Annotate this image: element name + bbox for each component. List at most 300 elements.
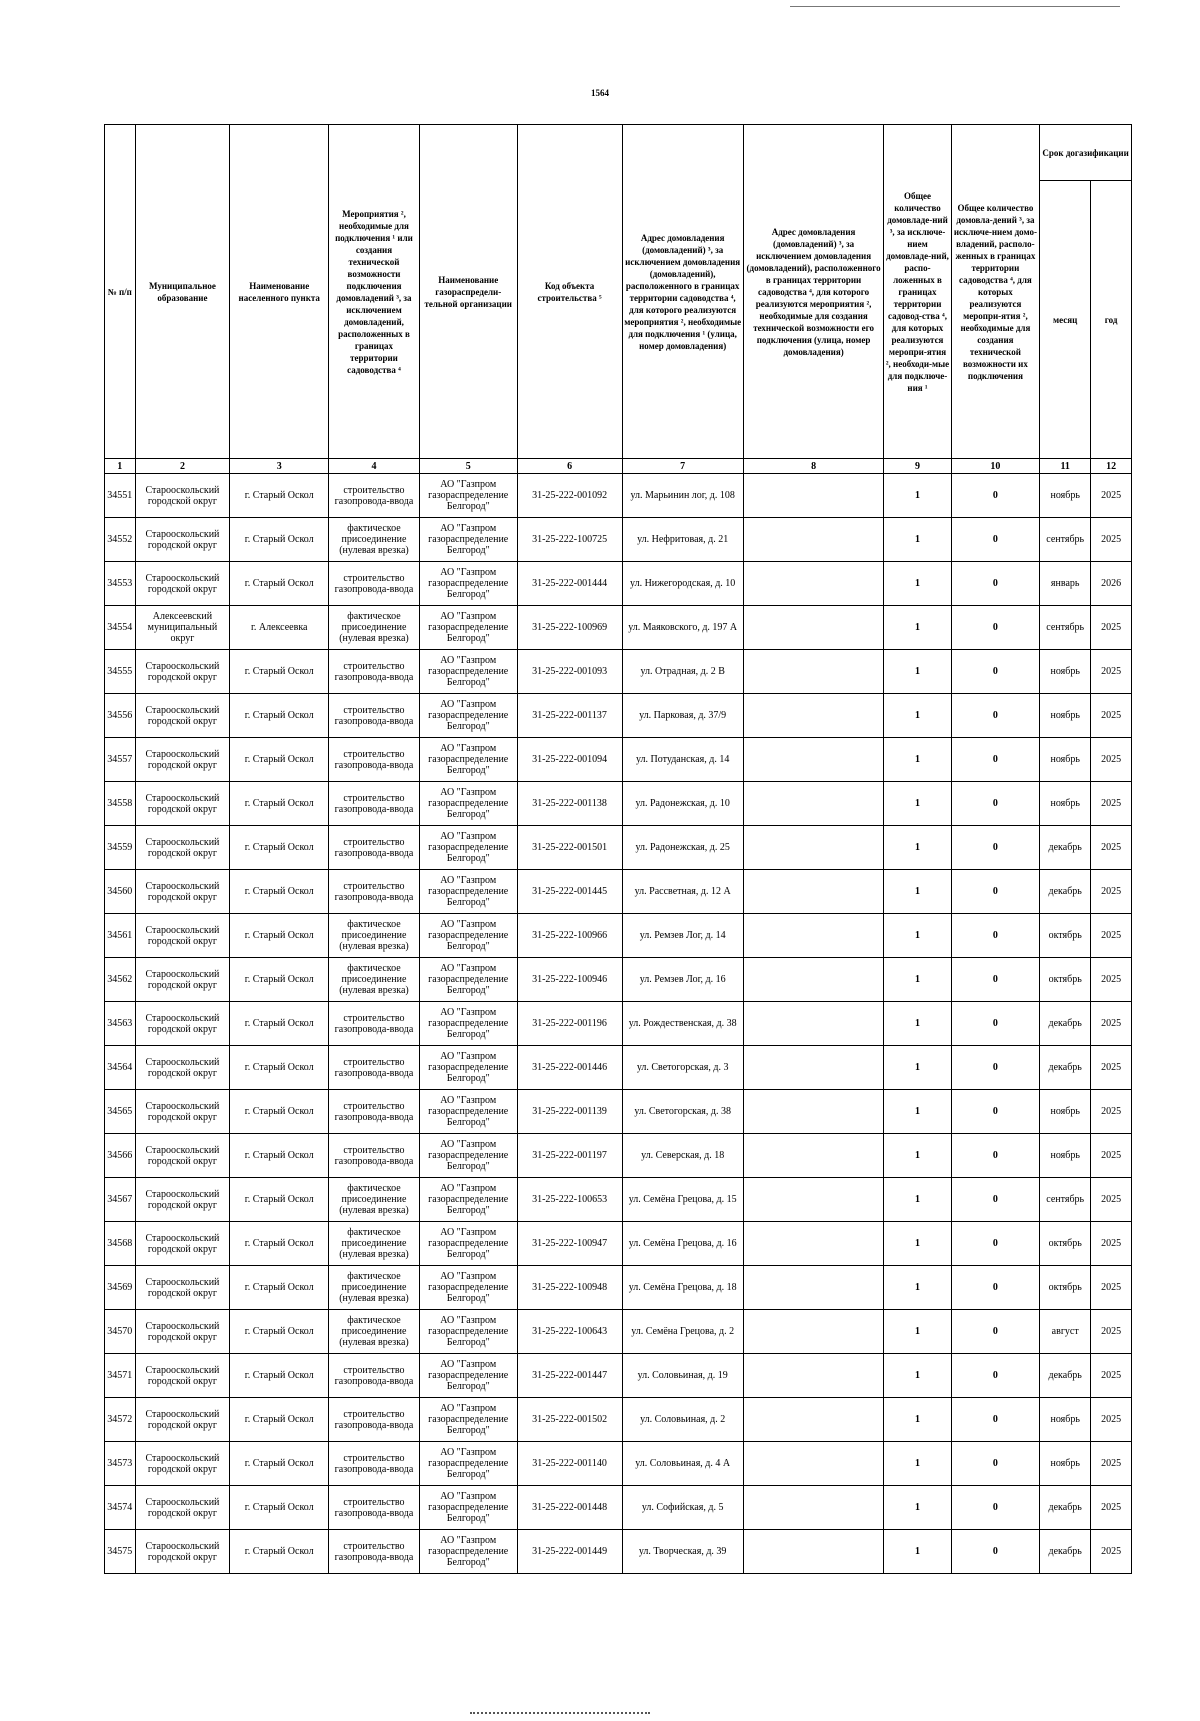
municipality: Старооскольский городской округ — [135, 782, 230, 826]
address-connection: ул. Семёна Грецова, д. 15 — [622, 1178, 743, 1222]
count-connection: 1 — [884, 1442, 951, 1486]
object-code: 31-25-222-001137 — [517, 694, 622, 738]
measure: фактическое присоединение (нулевая врезка) — [329, 914, 420, 958]
measure: строительство газопровода-ввода — [329, 782, 420, 826]
count-technical: 0 — [951, 518, 1040, 562]
object-code: 31-25-222-100969 — [517, 606, 622, 650]
row-number: 34562 — [105, 958, 136, 1002]
settlement: г. Старый Оскол — [230, 1442, 329, 1486]
address-technical — [743, 650, 884, 694]
address-technical — [743, 1222, 884, 1266]
deadline-year: 2025 — [1091, 1398, 1132, 1442]
count-technical: 0 — [951, 1222, 1040, 1266]
deadline-month: октябрь — [1040, 914, 1091, 958]
count-connection: 1 — [884, 826, 951, 870]
settlement: г. Старый Оскол — [230, 1178, 329, 1222]
address-connection: ул. Ремзев Лог, д. 14 — [622, 914, 743, 958]
measure: фактическое присоединение (нулевая врезка) — [329, 1266, 420, 1310]
row-number: 34570 — [105, 1310, 136, 1354]
municipality: Старооскольский городской округ — [135, 826, 230, 870]
row-number: 34551 — [105, 474, 136, 518]
address-connection: ул. Соловьиная, д. 4 А — [622, 1442, 743, 1486]
settlement: г. Старый Оскол — [230, 1310, 329, 1354]
measure: строительство газопровода-ввода — [329, 1002, 420, 1046]
address-technical — [743, 1046, 884, 1090]
table-body — [105, 459, 1132, 1574]
deadline-year: 2025 — [1091, 870, 1132, 914]
address-connection: ул. Марьинин лог, д. 108 — [622, 474, 743, 518]
gas-organization: АО "Газпром газораспределение Белгород" — [419, 1178, 517, 1222]
deadline-year: 2025 — [1091, 782, 1132, 826]
table-row — [105, 826, 1132, 870]
gasification-table — [104, 124, 1132, 1574]
object-code: 31-25-222-001502 — [517, 1398, 622, 1442]
row-number: 34563 — [105, 1002, 136, 1046]
deadline-month: сентябрь — [1040, 1178, 1091, 1222]
settlement: г. Алексеевка — [230, 606, 329, 650]
deadline-month: октябрь — [1040, 1222, 1091, 1266]
table-row — [105, 1134, 1132, 1178]
object-code: 31-25-222-100946 — [517, 958, 622, 1002]
column-number: 10 — [951, 459, 1040, 474]
object-code: 31-25-222-100966 — [517, 914, 622, 958]
object-code: 31-25-222-001446 — [517, 1046, 622, 1090]
address-technical — [743, 1090, 884, 1134]
row-number: 34574 — [105, 1486, 136, 1530]
count-connection: 1 — [884, 1002, 951, 1046]
count-connection: 1 — [884, 1398, 951, 1442]
count-connection: 1 — [884, 650, 951, 694]
row-number: 34557 — [105, 738, 136, 782]
address-connection: ул. Нефритовая, д. 21 — [622, 518, 743, 562]
municipality: Старооскольский городской округ — [135, 694, 230, 738]
count-connection: 1 — [884, 738, 951, 782]
header-gas-organization: Наименование газораспредели-тельной организации — [419, 125, 517, 459]
address-technical — [743, 606, 884, 650]
municipality: Старооскольский городской округ — [135, 1398, 230, 1442]
count-connection: 1 — [884, 1222, 951, 1266]
address-technical — [743, 826, 884, 870]
object-code: 31-25-222-001092 — [517, 474, 622, 518]
municipality: Старооскольский городской округ — [135, 1486, 230, 1530]
measure: фактическое присоединение (нулевая врезка) — [329, 1222, 420, 1266]
address-technical — [743, 782, 884, 826]
table-row — [105, 870, 1132, 914]
gas-organization: АО "Газпром газораспределение Белгород" — [419, 1266, 517, 1310]
table-row — [105, 1266, 1132, 1310]
address-connection: ул. Ремзев Лог, д. 16 — [622, 958, 743, 1002]
table-row — [105, 474, 1132, 518]
address-technical — [743, 1310, 884, 1354]
table-row — [105, 1442, 1132, 1486]
table-row — [105, 958, 1132, 1002]
deadline-year: 2026 — [1091, 562, 1132, 606]
row-number: 34554 — [105, 606, 136, 650]
address-connection: ул. Отрадная, д. 2 В — [622, 650, 743, 694]
column-number: 12 — [1091, 459, 1132, 474]
count-technical: 0 — [951, 1486, 1040, 1530]
municipality: Старооскольский городской округ — [135, 1002, 230, 1046]
gas-organization: АО "Газпром газораспределение Белгород" — [419, 1222, 517, 1266]
count-technical: 0 — [951, 958, 1040, 1002]
address-technical — [743, 1354, 884, 1398]
deadline-year: 2025 — [1091, 1266, 1132, 1310]
table-row — [105, 1046, 1132, 1090]
table-row — [105, 1178, 1132, 1222]
gas-organization: АО "Газпром газораспределение Белгород" — [419, 1134, 517, 1178]
settlement: г. Старый Оскол — [230, 1222, 329, 1266]
address-technical — [743, 1134, 884, 1178]
measure: фактическое присоединение (нулевая врезка) — [329, 1178, 420, 1222]
count-technical: 0 — [951, 474, 1040, 518]
table-row — [105, 518, 1132, 562]
object-code: 31-25-222-001501 — [517, 826, 622, 870]
column-number: 3 — [230, 459, 329, 474]
deadline-year: 2025 — [1091, 1310, 1132, 1354]
header-month: месяц — [1040, 181, 1091, 459]
count-technical: 0 — [951, 1178, 1040, 1222]
address-technical — [743, 914, 884, 958]
gas-organization: АО "Газпром газораспределение Белгород" — [419, 474, 517, 518]
deadline-year: 2025 — [1091, 1002, 1132, 1046]
deadline-month: декабрь — [1040, 1530, 1091, 1574]
measure: фактическое присоединение (нулевая врезка) — [329, 518, 420, 562]
municipality: Старооскольский городской округ — [135, 738, 230, 782]
deadline-year: 2025 — [1091, 1090, 1132, 1134]
address-connection: ул. Творческая, д. 39 — [622, 1530, 743, 1574]
count-connection: 1 — [884, 1530, 951, 1574]
measure: строительство газопровода-ввода — [329, 1134, 420, 1178]
deadline-month: ноябрь — [1040, 1398, 1091, 1442]
deadline-year: 2025 — [1091, 914, 1132, 958]
deadline-month: декабрь — [1040, 1046, 1091, 1090]
header-address-technical: Адрес домовладения (домовладений) ³, за исключением домовладения (домовладений), расположенного в границах территории садоводства ⁴, для которого реализуются мероприятия ², необходимые для создания технической возможности его подключения (улица, номер домовладения) — [743, 125, 884, 459]
count-technical: 0 — [951, 738, 1040, 782]
column-number: 11 — [1040, 459, 1091, 474]
count-technical: 0 — [951, 870, 1040, 914]
settlement: г. Старый Оскол — [230, 782, 329, 826]
count-technical: 0 — [951, 1354, 1040, 1398]
row-number: 34560 — [105, 870, 136, 914]
count-technical: 0 — [951, 694, 1040, 738]
settlement: г. Старый Оскол — [230, 958, 329, 1002]
address-connection: ул. Рождественская, д. 38 — [622, 1002, 743, 1046]
count-connection: 1 — [884, 518, 951, 562]
address-connection: ул. Нижегородская, д. 10 — [622, 562, 743, 606]
municipality: Старооскольский городской округ — [135, 650, 230, 694]
measure: строительство газопровода-ввода — [329, 738, 420, 782]
object-code: 31-25-222-001447 — [517, 1354, 622, 1398]
count-technical: 0 — [951, 1398, 1040, 1442]
deadline-year: 2025 — [1091, 738, 1132, 782]
gas-organization: АО "Газпром газораспределение Белгород" — [419, 606, 517, 650]
address-technical — [743, 1002, 884, 1046]
count-technical: 0 — [951, 606, 1040, 650]
count-technical: 0 — [951, 562, 1040, 606]
row-number: 34571 — [105, 1354, 136, 1398]
settlement: г. Старый Оскол — [230, 1486, 329, 1530]
deadline-month: декабрь — [1040, 1354, 1091, 1398]
measure: строительство газопровода-ввода — [329, 694, 420, 738]
deadline-month: ноябрь — [1040, 1442, 1091, 1486]
deadline-year: 2025 — [1091, 1178, 1132, 1222]
municipality: Старооскольский городской округ — [135, 518, 230, 562]
count-technical: 0 — [951, 1134, 1040, 1178]
deadline-year: 2025 — [1091, 1046, 1132, 1090]
deadline-month: ноябрь — [1040, 1090, 1091, 1134]
gas-organization: АО "Газпром газораспределение Белгород" — [419, 782, 517, 826]
row-number: 34553 — [105, 562, 136, 606]
count-technical: 0 — [951, 1442, 1040, 1486]
deadline-month: октябрь — [1040, 1266, 1091, 1310]
municipality: Старооскольский городской округ — [135, 1530, 230, 1574]
deadline-year: 2025 — [1091, 958, 1132, 1002]
object-code: 31-25-222-100947 — [517, 1222, 622, 1266]
address-connection: ул. Соловьиная, д. 19 — [622, 1354, 743, 1398]
object-code: 31-25-222-001449 — [517, 1530, 622, 1574]
measure: фактическое присоединение (нулевая врезка) — [329, 1310, 420, 1354]
municipality: Старооскольский городской округ — [135, 958, 230, 1002]
count-technical: 0 — [951, 1002, 1040, 1046]
settlement: г. Старый Оскол — [230, 1398, 329, 1442]
address-technical — [743, 1530, 884, 1574]
address-technical — [743, 870, 884, 914]
municipality: Старооскольский городской округ — [135, 1354, 230, 1398]
column-number: 7 — [622, 459, 743, 474]
object-code: 31-25-222-100725 — [517, 518, 622, 562]
column-number: 1 — [105, 459, 136, 474]
deadline-year: 2025 — [1091, 1354, 1132, 1398]
settlement: г. Старый Оскол — [230, 562, 329, 606]
municipality: Старооскольский городской округ — [135, 1266, 230, 1310]
address-connection: ул. Радонежская, д. 10 — [622, 782, 743, 826]
gas-organization: АО "Газпром газораспределение Белгород" — [419, 1310, 517, 1354]
object-code: 31-25-222-100643 — [517, 1310, 622, 1354]
measure: строительство газопровода-ввода — [329, 826, 420, 870]
count-technical: 0 — [951, 782, 1040, 826]
object-code: 31-25-222-100653 — [517, 1178, 622, 1222]
municipality: Старооскольский городской округ — [135, 914, 230, 958]
scan-artifact — [470, 1712, 650, 1718]
address-connection: ул. Северская, д. 18 — [622, 1134, 743, 1178]
deadline-month: октябрь — [1040, 958, 1091, 1002]
settlement: г. Старый Оскол — [230, 1354, 329, 1398]
address-technical — [743, 474, 884, 518]
settlement: г. Старый Оскол — [230, 1530, 329, 1574]
settlement: г. Старый Оскол — [230, 1046, 329, 1090]
count-connection: 1 — [884, 914, 951, 958]
header-settlement: Наименование населенного пункта — [230, 125, 329, 459]
municipality: Старооскольский городской округ — [135, 562, 230, 606]
object-code: 31-25-222-100948 — [517, 1266, 622, 1310]
count-connection: 1 — [884, 1046, 951, 1090]
count-connection: 1 — [884, 1178, 951, 1222]
table-row — [105, 694, 1132, 738]
measure: строительство газопровода-ввода — [329, 1442, 420, 1486]
deadline-month: ноябрь — [1040, 1134, 1091, 1178]
settlement: г. Старый Оскол — [230, 1134, 329, 1178]
deadline-month: декабрь — [1040, 1486, 1091, 1530]
deadline-month: август — [1040, 1310, 1091, 1354]
deadline-month: ноябрь — [1040, 738, 1091, 782]
municipality: Старооскольский городской округ — [135, 1178, 230, 1222]
municipality: Алексеевский муниципальный округ — [135, 606, 230, 650]
gas-organization: АО "Газпром газораспределение Белгород" — [419, 694, 517, 738]
gas-organization: АО "Газпром газораспределение Белгород" — [419, 958, 517, 1002]
header-year: год — [1091, 181, 1132, 459]
row-number: 34564 — [105, 1046, 136, 1090]
address-connection: ул. Радонежская, д. 25 — [622, 826, 743, 870]
gas-organization: АО "Газпром газораспределение Белгород" — [419, 562, 517, 606]
measure: строительство газопровода-ввода — [329, 562, 420, 606]
municipality: Старооскольский городской округ — [135, 1442, 230, 1486]
settlement: г. Старый Оскол — [230, 518, 329, 562]
address-technical — [743, 1178, 884, 1222]
object-code: 31-25-222-001139 — [517, 1090, 622, 1134]
count-connection: 1 — [884, 1310, 951, 1354]
count-connection: 1 — [884, 870, 951, 914]
header-object-code: Код объекта строительства ⁵ — [517, 125, 622, 459]
deadline-year: 2025 — [1091, 1222, 1132, 1266]
deadline-month: декабрь — [1040, 870, 1091, 914]
row-number: 34558 — [105, 782, 136, 826]
count-connection: 1 — [884, 1090, 951, 1134]
table-row — [105, 1354, 1132, 1398]
deadline-month: январь — [1040, 562, 1091, 606]
table-row — [105, 914, 1132, 958]
count-technical: 0 — [951, 1530, 1040, 1574]
header-municipality: Муниципальное образование — [135, 125, 230, 459]
row-number: 34566 — [105, 1134, 136, 1178]
deadline-year: 2025 — [1091, 1134, 1132, 1178]
settlement: г. Старый Оскол — [230, 650, 329, 694]
gas-organization: АО "Газпром газораспределение Белгород" — [419, 518, 517, 562]
measure: фактическое присоединение (нулевая врезка) — [329, 606, 420, 650]
address-technical — [743, 958, 884, 1002]
object-code: 31-25-222-001138 — [517, 782, 622, 826]
count-connection: 1 — [884, 1266, 951, 1310]
table-row — [105, 1398, 1132, 1442]
object-code: 31-25-222-001140 — [517, 1442, 622, 1486]
address-technical — [743, 1266, 884, 1310]
deadline-year: 2025 — [1091, 606, 1132, 650]
header-deadline: Срок догазификации — [1040, 125, 1132, 181]
table-row — [105, 562, 1132, 606]
deadline-month: ноябрь — [1040, 474, 1091, 518]
measure: строительство газопровода-ввода — [329, 1530, 420, 1574]
table-row — [105, 1002, 1132, 1046]
column-number: 8 — [743, 459, 884, 474]
object-code: 31-25-222-001445 — [517, 870, 622, 914]
count-connection: 1 — [884, 1354, 951, 1398]
deadline-year: 2025 — [1091, 1486, 1132, 1530]
column-number: 4 — [329, 459, 420, 474]
deadline-year: 2025 — [1091, 1442, 1132, 1486]
gas-organization: АО "Газпром газораспределение Белгород" — [419, 1442, 517, 1486]
address-connection: ул. Светогорская, д. 38 — [622, 1090, 743, 1134]
object-code: 31-25-222-001197 — [517, 1134, 622, 1178]
header-number: № п/п — [105, 125, 136, 459]
count-technical: 0 — [951, 826, 1040, 870]
row-number: 34575 — [105, 1530, 136, 1574]
table-row — [105, 1090, 1132, 1134]
municipality: Старооскольский городской округ — [135, 1090, 230, 1134]
row-number: 34555 — [105, 650, 136, 694]
top-rule — [790, 6, 1120, 7]
deadline-month: декабрь — [1040, 1002, 1091, 1046]
address-technical — [743, 1486, 884, 1530]
settlement: г. Старый Оскол — [230, 826, 329, 870]
object-code: 31-25-222-001444 — [517, 562, 622, 606]
settlement: г. Старый Оскол — [230, 870, 329, 914]
gas-organization: АО "Газпром газораспределение Белгород" — [419, 650, 517, 694]
table-row — [105, 650, 1132, 694]
address-technical — [743, 694, 884, 738]
gas-organization: АО "Газпром газораспределение Белгород" — [419, 1046, 517, 1090]
page-number: 1564 — [591, 88, 609, 98]
count-technical: 0 — [951, 650, 1040, 694]
measure: строительство газопровода-ввода — [329, 1354, 420, 1398]
address-connection: ул. Софийская, д. 5 — [622, 1486, 743, 1530]
row-number: 34556 — [105, 694, 136, 738]
address-technical — [743, 518, 884, 562]
header-measures: Мероприятия ², необходимые для подключения ¹ или создания технической возможности подключения домовладений ³, за исключением домовладений, расположенных в границах территории садоводства ⁴ — [329, 125, 420, 459]
count-connection: 1 — [884, 782, 951, 826]
row-number: 34572 — [105, 1398, 136, 1442]
municipality: Старооскольский городской округ — [135, 1310, 230, 1354]
settlement: г. Старый Оскол — [230, 1090, 329, 1134]
deadline-month: сентябрь — [1040, 606, 1091, 650]
municipality: Старооскольский городской округ — [135, 1134, 230, 1178]
column-number: 2 — [135, 459, 230, 474]
address-connection: ул. Светогорская, д. 3 — [622, 1046, 743, 1090]
table-row — [105, 1222, 1132, 1266]
row-number: 34573 — [105, 1442, 136, 1486]
count-connection: 1 — [884, 606, 951, 650]
count-connection: 1 — [884, 1486, 951, 1530]
deadline-year: 2025 — [1091, 694, 1132, 738]
deadline-year: 2025 — [1091, 1530, 1132, 1574]
address-connection: ул. Семёна Грецова, д. 18 — [622, 1266, 743, 1310]
header-count-technical: Общее количество домовла-дений ³, за исключе-нием домо-владений, располо-женных в границах территории садоводства ⁴, для которых реализуются меропри-ятия ², необходимые для создания технической возможности их подключения — [951, 125, 1040, 459]
count-connection: 1 — [884, 958, 951, 1002]
address-connection: ул. Потуданская, д. 14 — [622, 738, 743, 782]
address-connection: ул. Семёна Грецова, д. 16 — [622, 1222, 743, 1266]
table-row — [105, 782, 1132, 826]
gas-organization: АО "Газпром газораспределение Белгород" — [419, 1002, 517, 1046]
deadline-month: ноябрь — [1040, 694, 1091, 738]
count-connection: 1 — [884, 562, 951, 606]
header-count-connection: Общее количество домовладе-ний ³, за исключе-нием домовладе-ний, распо-ложенных в границах территории садовод-ства ⁴, для которых реализуются меропри-ятия ², необходи-мые для подключе-ния ¹ — [884, 125, 951, 459]
measure: строительство газопровода-ввода — [329, 474, 420, 518]
municipality: Старооскольский городской округ — [135, 1222, 230, 1266]
deadline-month: ноябрь — [1040, 782, 1091, 826]
table-row — [105, 1530, 1132, 1574]
measure: фактическое присоединение (нулевая врезка) — [329, 958, 420, 1002]
table-row — [105, 1486, 1132, 1530]
gas-organization: АО "Газпром газораспределение Белгород" — [419, 826, 517, 870]
municipality: Старооскольский городской округ — [135, 1046, 230, 1090]
count-connection: 1 — [884, 1134, 951, 1178]
municipality: Старооскольский городской округ — [135, 474, 230, 518]
measure: строительство газопровода-ввода — [329, 1090, 420, 1134]
address-connection: ул. Соловьиная, д. 2 — [622, 1398, 743, 1442]
address-connection: ул. Семёна Грецова, д. 2 — [622, 1310, 743, 1354]
header-address-connection: Адрес домовладения (домовладений) ³, за исключением домовладения (домовладений), расположенного в границах территории садоводства ⁴, для которого реализуются мероприятия ², необходимые для подключения ¹ (улица, номер домовладения) — [622, 125, 743, 459]
row-number: 34559 — [105, 826, 136, 870]
column-number: 9 — [884, 459, 951, 474]
count-connection: 1 — [884, 474, 951, 518]
